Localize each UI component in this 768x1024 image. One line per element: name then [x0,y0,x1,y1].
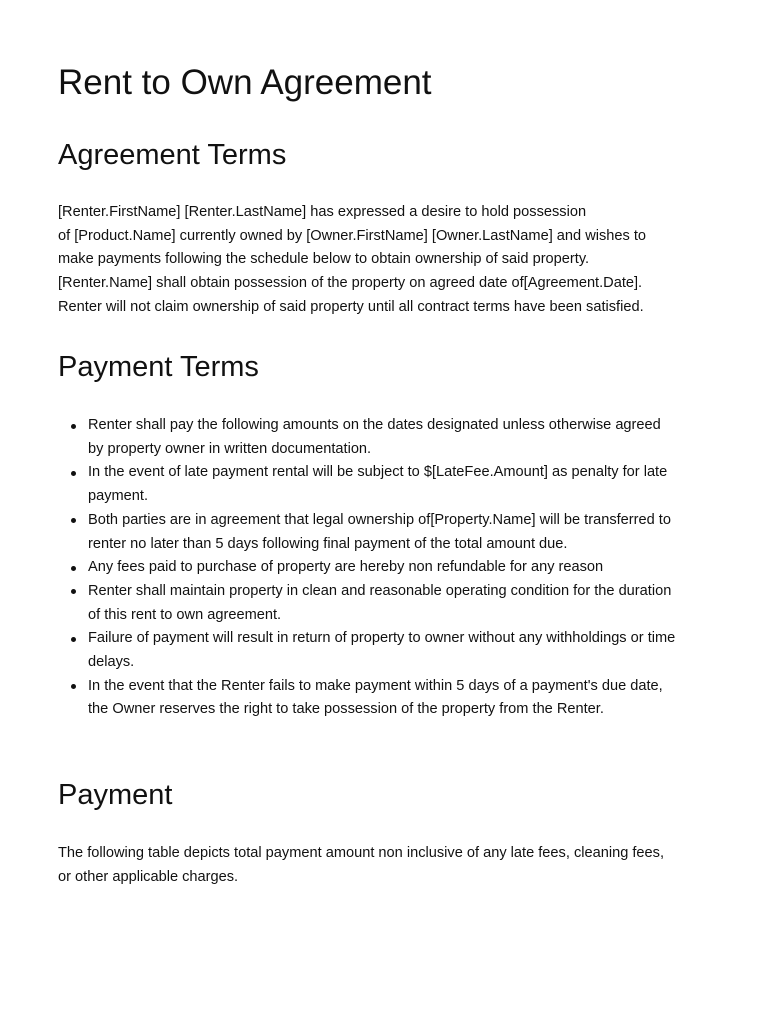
payment-paragraph [58,842,718,889]
list-item [58,627,718,674]
paragraph-line: make payments following the schedule below to obtain ownership of said property. [58,251,590,268]
list-item-line: payment. [88,488,149,505]
paragraph-line: The following table depicts total payment amount non inclusive of any late fees, cleaning fees, [58,845,665,861]
list-item-line: delays. [88,654,135,671]
list-item [58,461,718,508]
list-item-line: of this rent to own agreement. [88,606,282,623]
list-item-line: the Owner reserves the right to take possession of the property from the Renter. [88,701,604,718]
list-item-line: by property owner in written documentation. [88,440,372,457]
list-item [58,556,718,580]
list-item-line: Renter shall pay the following amounts on the dates designated unless otherwise agreed [88,417,661,433]
list-item [58,414,718,461]
section-heading-payment: Payment [58,779,173,811]
list-item-line: renter no later than 5 days following final payment of the total amount due. [88,535,568,552]
paragraph-line: or other applicable charges. [58,868,239,885]
paragraph-line: Renter will not claim ownership of said property until all contract terms have been satisfied. [58,298,644,315]
list-item-line: Failure of payment will result in return of property to owner without any withholdings or time [88,630,676,647]
section-heading-payment-terms: Payment Terms [58,351,259,383]
list-item-line: Renter shall maintain property in clean and reasonable operating condition for the duration [88,582,672,599]
paragraph-line: [Renter.Name] shall obtain possession of the property on agreed date of[Agreement.Date]. [58,275,643,292]
list-item [58,675,718,722]
bullet-dot-icon [71,684,76,689]
bullet-dot-icon [71,637,76,642]
bullet-dot-icon [71,424,76,429]
list-item-line: In the event that the Renter fails to make payment within 5 days of a payment's due date, [88,677,663,694]
paragraph-line: [Renter.FirstName] [Renter.LastName] has expressed a desire to hold possession [58,204,587,220]
section-heading-agreement-terms: Agreement Terms [58,139,287,171]
payment-terms-list [58,414,718,722]
list-item-line: Any fees paid to purchase of property are hereby non refundable for any reason [88,559,604,576]
list-item [58,509,718,556]
agreement-terms-paragraph [58,201,718,320]
bullet-dot-icon [71,589,76,594]
document-title: Rent to Own Agreement [58,63,432,102]
bullet-dot-icon [71,518,76,523]
paragraph-line: of [Product.Name] currently owned by [Owner.FirstName] [Owner.LastName] and wishes to [58,227,647,244]
list-item-line: In the event of late payment rental will be subject to $[LateFee.Amount] as penalty for late [88,464,668,481]
list-item-line: Both parties are in agreement that legal ownership of[Property.Name] will be transferred to [88,511,671,528]
bullet-dot-icon [71,566,76,571]
list-item [58,580,718,627]
bullet-dot-icon [71,471,76,476]
